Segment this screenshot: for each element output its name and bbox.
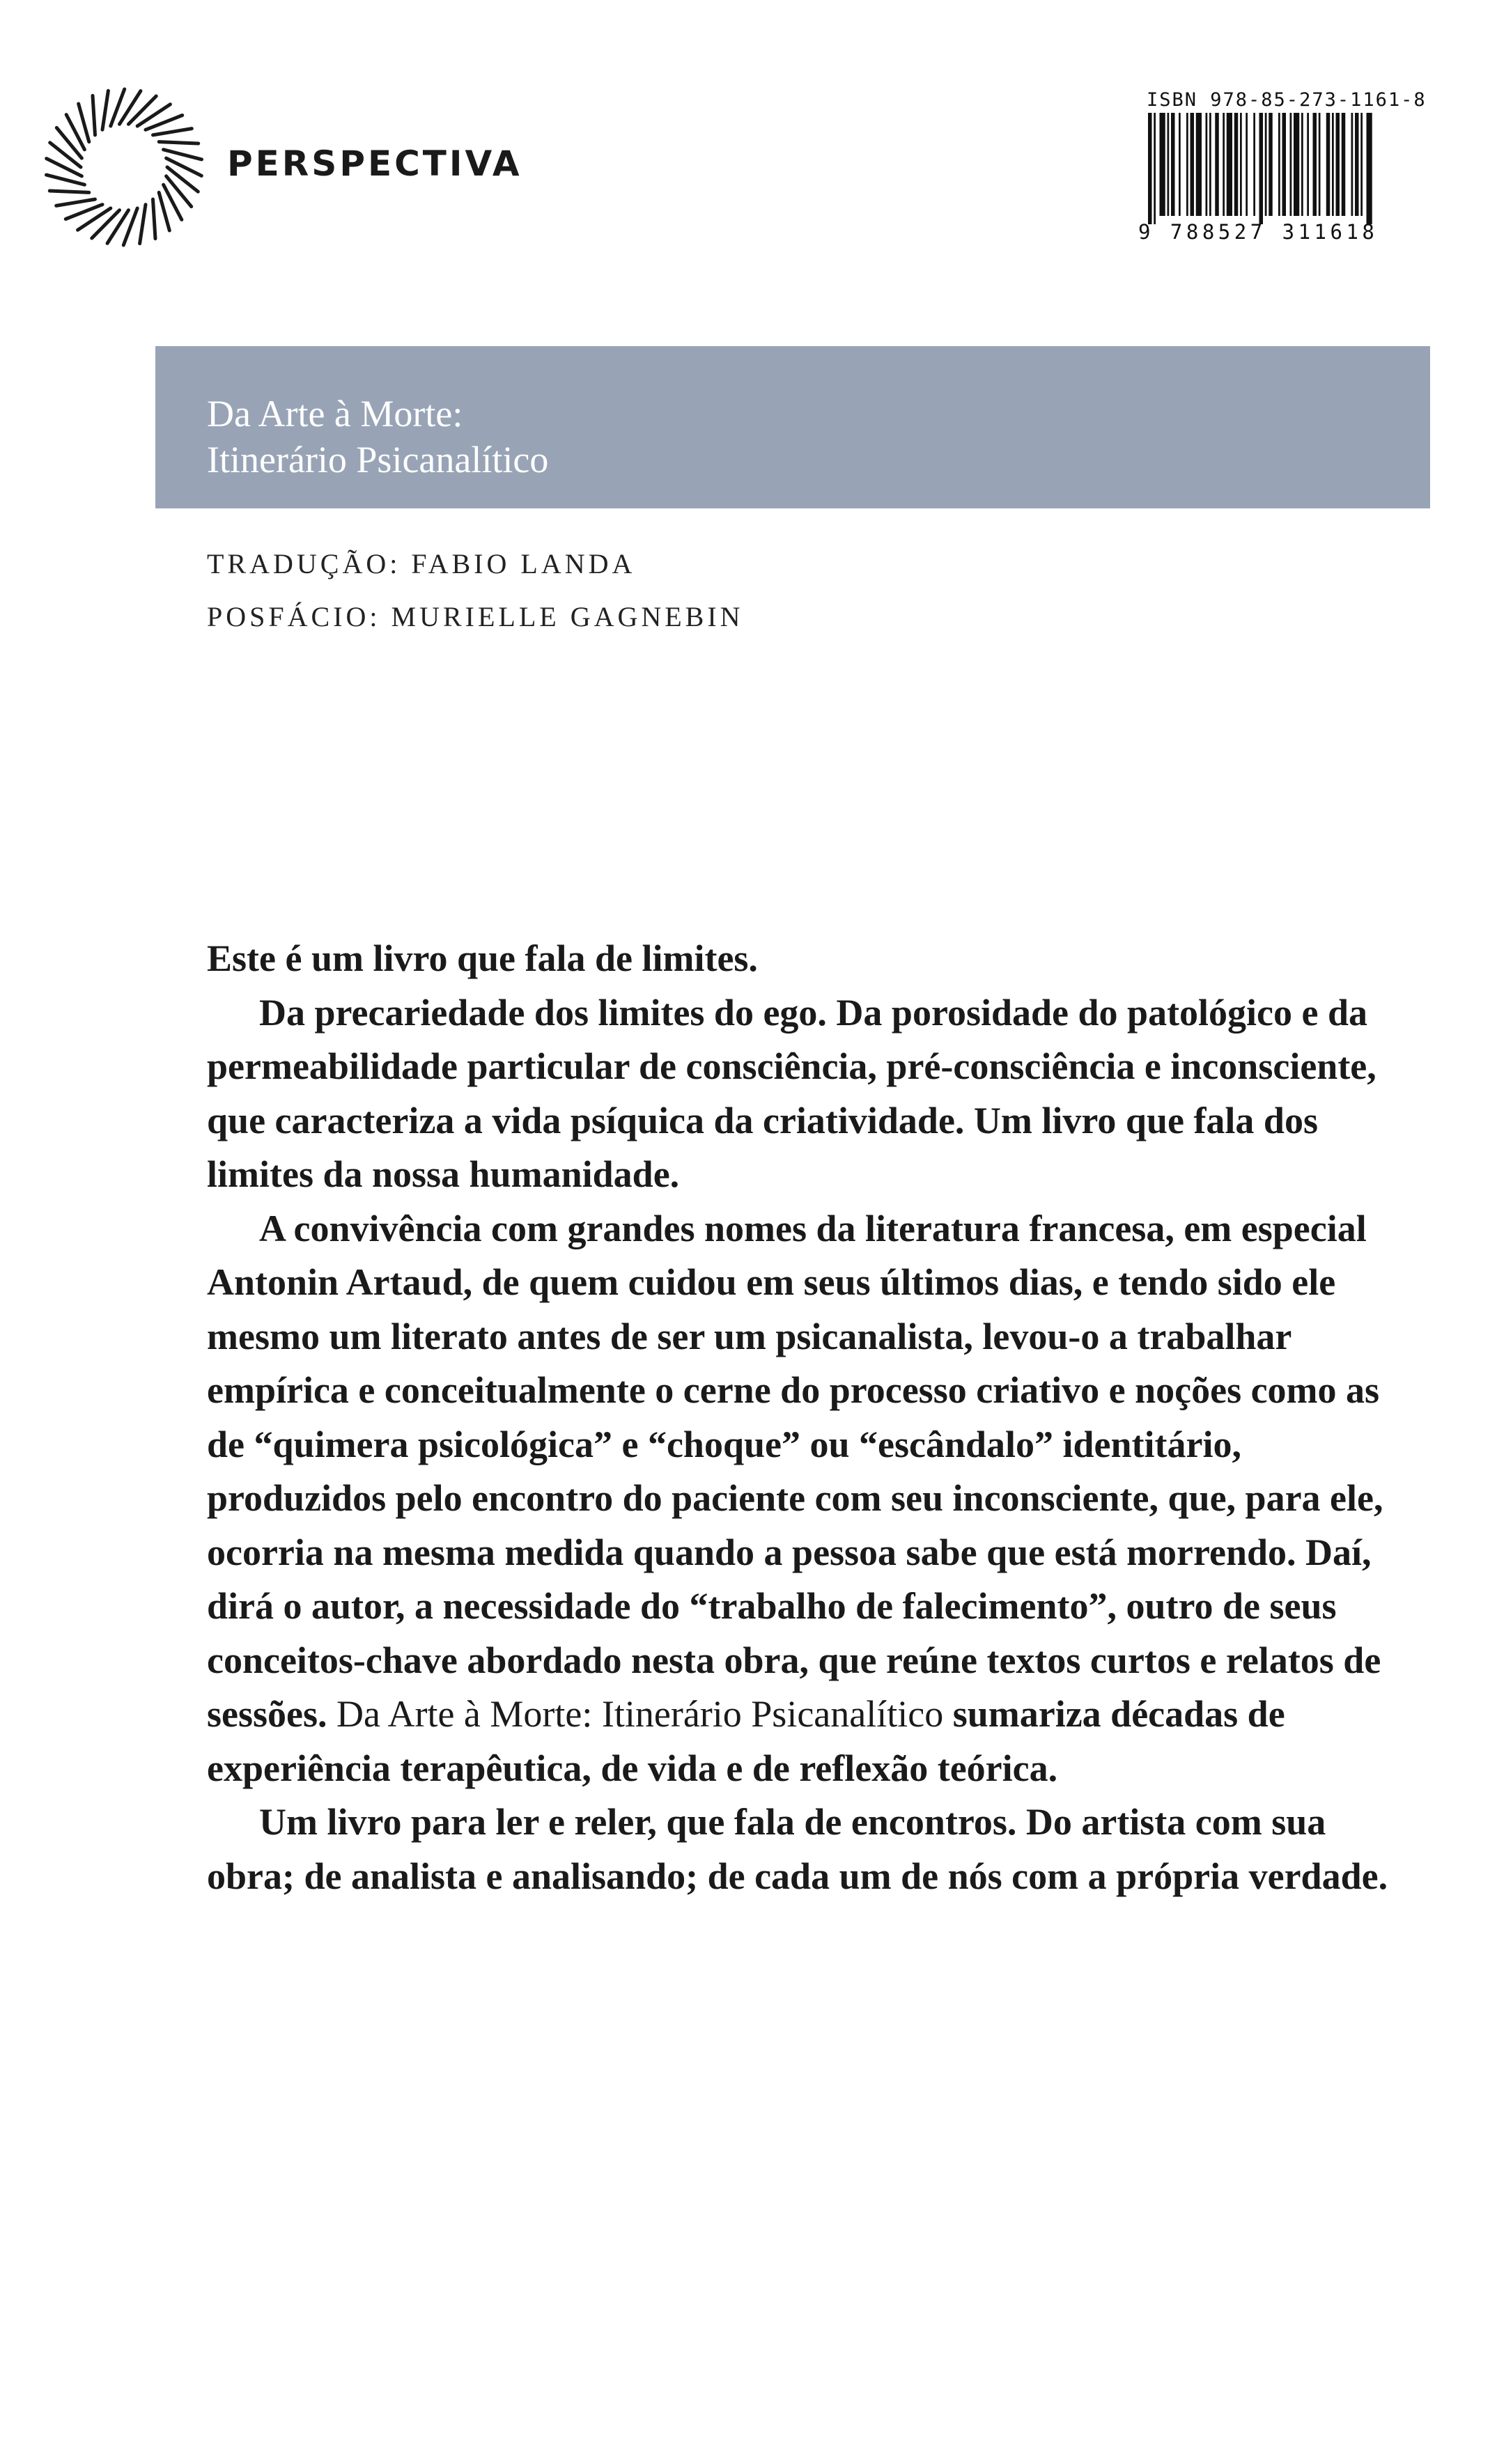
barcode-bar [1215, 113, 1219, 216]
barcode-bar [1319, 113, 1321, 216]
barcode-bar [1307, 113, 1309, 216]
barcode-bar [1294, 113, 1299, 216]
barcode-bar [1209, 113, 1211, 216]
blurb-paragraph-3-part-b: sumariza décadas de experiência terapêutica, de vida e de reflexão teórica. [207, 1693, 1285, 1789]
barcode-bar [1179, 113, 1181, 216]
blurb-paragraph-1: Este é um livro que fala de limites. [207, 937, 758, 979]
isbn-digits: 9 788527 311618 [1138, 220, 1379, 244]
publisher-logo [40, 84, 208, 251]
barcode-bar [1186, 113, 1188, 216]
barcode-bar [1223, 113, 1225, 216]
barcode-bar [1355, 113, 1359, 216]
logo-ray [56, 199, 95, 205]
barcode-bar [1265, 113, 1267, 216]
barcode-bar [1160, 113, 1165, 216]
barcode-bar [1246, 113, 1248, 216]
barcode-bar [1290, 113, 1292, 216]
logo-ray [159, 142, 199, 143]
blurb-paragraph-4: Um livro para ler e reler, que fala de encontros. Do artista com sua obra; de analista e analisando; de cada um de nós com a própria verdade. [207, 1801, 1388, 1897]
barcode-bar [1301, 113, 1303, 216]
barcode-bar [1278, 113, 1280, 216]
book-title-line-2: Itinerário Psicanalítico [207, 439, 549, 481]
publisher-name: PERSPECTIVA [227, 143, 522, 184]
title-band [155, 346, 1430, 508]
afterword-credit: POSFÁCIO: MURIELLE GAGNEBIN [207, 601, 744, 632]
barcode-bar [1253, 113, 1255, 216]
barcode-bar [1367, 113, 1372, 224]
logo-ray [93, 95, 95, 135]
logo-ray [166, 158, 202, 176]
barcode-bar [1154, 113, 1156, 224]
barcode-bar [1168, 113, 1170, 216]
logo-ray [159, 192, 169, 231]
logo-ray [153, 199, 156, 239]
barcode-bar [1190, 113, 1195, 216]
logo-ray [102, 91, 108, 130]
barcode-bar [1326, 113, 1331, 216]
barcode-bar [1148, 113, 1152, 224]
barcode-bar [1259, 113, 1264, 224]
blurb-text [207, 932, 1405, 1903]
barcode-bar [1196, 113, 1202, 216]
barcode-bar [1342, 113, 1346, 216]
logo-ray [56, 127, 82, 158]
logo-ray [47, 159, 82, 176]
barcode-bar [1240, 113, 1242, 216]
barcode-bar [1351, 113, 1353, 216]
book-title-line-1: Da Arte à Morte: [207, 393, 463, 435]
translation-credit: TRADUÇÃO: FABIO LANDA [207, 548, 636, 579]
credits [207, 538, 744, 644]
barcode-bar [1282, 113, 1287, 216]
radiating-spiral-logo-icon [40, 84, 208, 251]
logo-ray [166, 176, 192, 207]
barcode-bar [1269, 113, 1273, 216]
logo-ray [140, 205, 146, 244]
logo-ray [153, 129, 192, 135]
barcode-bar [1234, 113, 1239, 216]
barcode-bar [1227, 113, 1232, 216]
blurb-book-title: Da Arte à Morte: Itinerário Psicanalítico [336, 1693, 944, 1735]
isbn-barcode-block [1138, 89, 1438, 245]
barcode-icon [1138, 113, 1438, 224]
barcode-bar [1171, 113, 1175, 216]
blurb-paragraph-3 [207, 1202, 1405, 1796]
barcode-bar [1360, 113, 1363, 216]
barcode-bar [1206, 113, 1208, 216]
barcode-bar [1336, 113, 1340, 216]
barcode-bar [1332, 113, 1334, 216]
blurb-paragraph-3-part-a: A convivência com grandes nomes da literatura francesa, em especial Antonin Artaud, de quem cuidou em seus últimos dias, e tendo sido ele mesmo um literato antes de ser um psicanalista, levou-o a trabalhar empírica e conceitualmente o cerne do processo criativo e noções como as de “quimera psicológica” e “choque” ou “escândalo” identitário, produzidos pelo encontro do paciente com seu inconsciente, que, para ele, ocorria na mesma medida quando a pessoa sabe que está morrendo. Daí, dirá o autor, a necessidade do “trabalho de falecimento”, outro de seus conceitos-chave abordado nesta obra, que reúne textos curtos e relatos de sessões. [207, 1207, 1383, 1735]
blurb-paragraph-2: Da precariedade dos limites do ego. Da porosidade do patológico e da permeabilidade particular de consciência, pré-consciência e inconsciente, que caracteriza a vida psíquica da criatividade. Um livro que fala dos limites da nossa humanidade. [207, 991, 1376, 1195]
logo-ray [79, 104, 89, 142]
isbn-label: ISBN 978-85-273-1161-8 [1147, 89, 1427, 111]
barcode-bar [1313, 113, 1317, 216]
logo-ray [49, 191, 89, 192]
